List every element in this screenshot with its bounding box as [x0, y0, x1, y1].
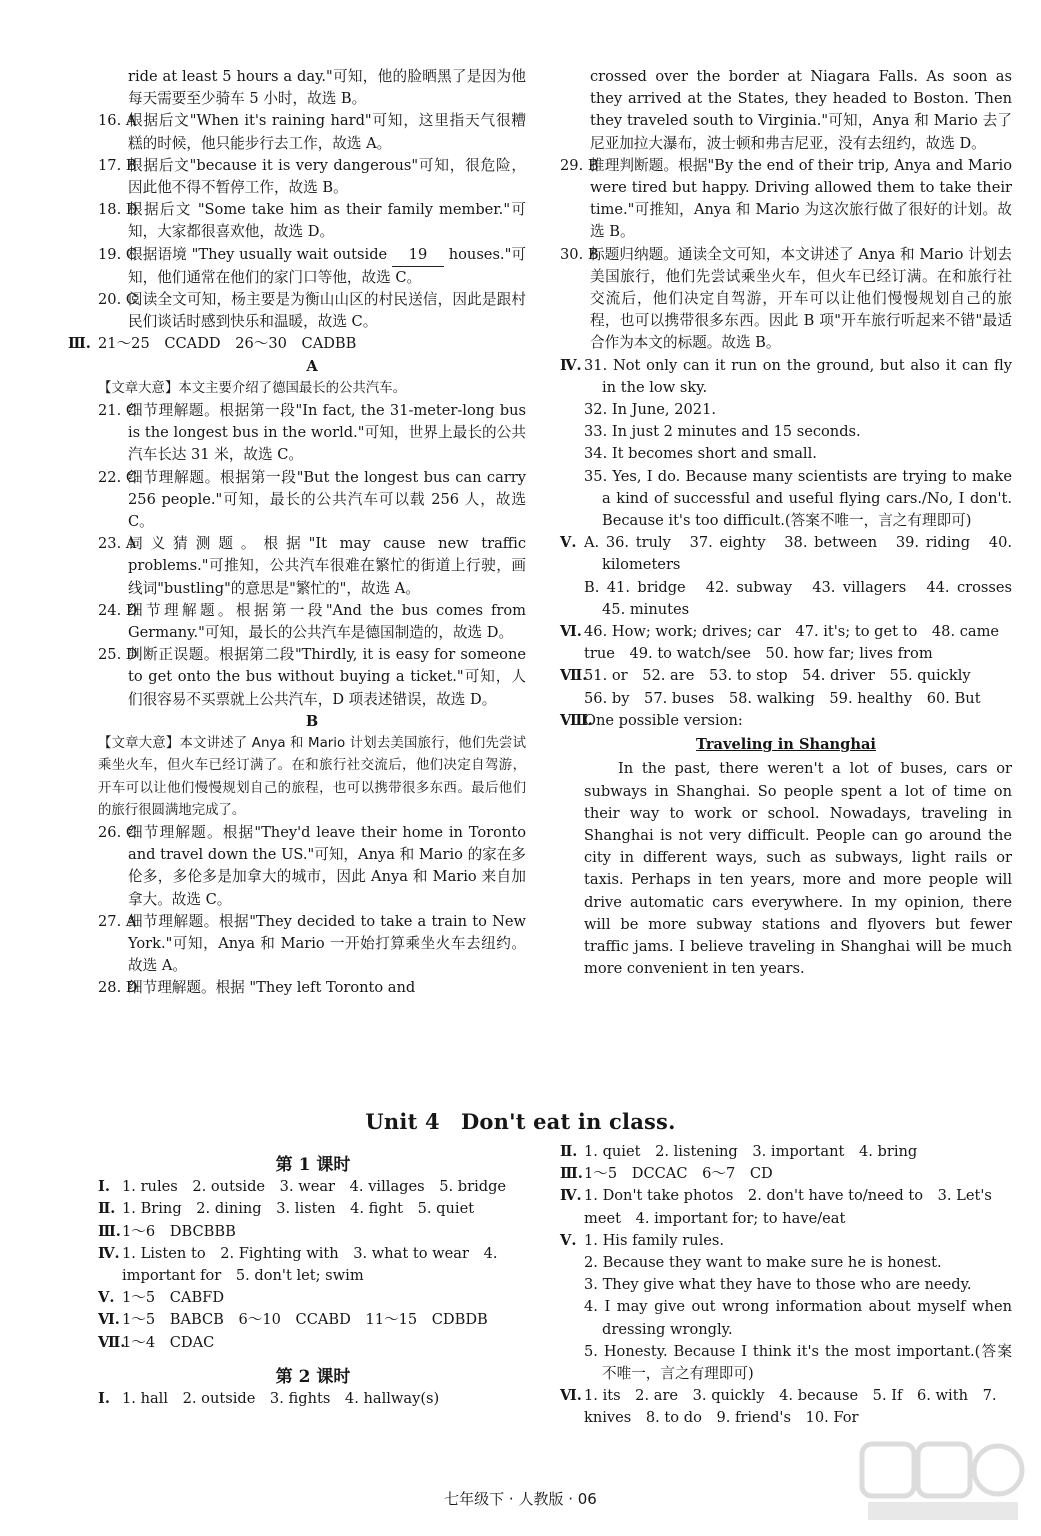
answer-text: 根据后文 "Some take him as their family member."可知，大家都很喜欢他，故选 D。 — [128, 201, 526, 241]
answer-line: 3. They give what they have to those who are needy. — [584, 1276, 972, 1294]
passage-label-b: B — [305, 712, 319, 730]
section-answers: 1. hall 2. outside 3. fights 4. hallway(s) — [122, 1390, 440, 1408]
answer-number: 28. D — [98, 979, 138, 997]
answer-15-continuation: ride at least 5 hours a day."可知，他的脸晒黑了是因为他每天需要至少骑车 5 小时，故选 B。 — [128, 68, 526, 108]
answer-19 — [98, 244, 526, 289]
answer-item — [98, 533, 526, 600]
section-3 — [68, 333, 526, 355]
answer-text: 推理判断题。根据"By the end of their trip, Anya and Mario were tired but happy. Driving allowed them to take their time."可推知，Anya 和 Mario 为这次旅行做了很好的计划。故选 B。 — [590, 156, 1012, 241]
answer-line: 34. It becomes short and small. — [584, 445, 817, 463]
section-4 — [560, 355, 1012, 533]
section-5 — [560, 532, 1027, 621]
lesson-1-title: 第 1 课时 — [275, 1155, 351, 1175]
answer-number: 16. A — [98, 112, 137, 130]
answer-line: 4. I may give out wrong information about myself when dressing wrongly. — [584, 1298, 1012, 1338]
answers-26-28 — [98, 822, 526, 1000]
lesson-2-answers-continued — [560, 1141, 1012, 1230]
answer-row — [560, 1163, 1012, 1185]
section-answers: 1. Don't take photos 2. don't have to/need to 3. Let's meet 4. important for; to have/eat — [584, 1187, 992, 1227]
page-footer: 七年级下 · 人教版 · 06 — [444, 1490, 597, 1508]
section-answers: One possible version: — [584, 711, 743, 729]
answer-text: 细节理解题。根据"They decided to take a train to New York."可知，Anya 和 Mario 一开始打算乘坐火车去纽约。故选 A。 — [128, 912, 526, 975]
answer-text: 细节理解题。根据 "They left Toronto and — [128, 979, 416, 997]
section-number: Ⅰ. — [98, 1390, 110, 1408]
section-number: Ⅴ. — [560, 1231, 577, 1249]
answer-number: 17. B — [98, 156, 137, 174]
section-answers: 1. Listen to 2. Fighting with 3. what to wear 4. important for 5. don't let; swim — [122, 1244, 498, 1285]
section-number: Ⅱ. — [560, 1143, 578, 1160]
lesson-1-answers — [98, 1176, 528, 1354]
answers-21-25 — [98, 400, 526, 711]
section-answers: 1～5 BABCB 6～10 CCABD 11～15 CDBDB — [122, 1311, 488, 1329]
answer-line: 1. His family rules. — [584, 1231, 725, 1249]
answer-row — [560, 1185, 1012, 1229]
answer-number: 24. D — [98, 601, 138, 619]
answer-number: 26. C — [98, 823, 138, 841]
section-number: Ⅴ. — [560, 534, 577, 552]
answer-row — [98, 1287, 528, 1309]
answer-row — [560, 1141, 1012, 1163]
passage-label-a: A — [306, 357, 318, 375]
section-number: Ⅱ. — [98, 1200, 116, 1218]
answer-text: 词义猜测题。根据"It may cause new traffic problems."可推知，公共汽车很难在繁忙的街道上行驶，画线词"bustling"的意思是"繁忙的"，故选 A。 — [128, 535, 526, 597]
left-column — [68, 66, 527, 1000]
section-number: Ⅳ. — [560, 1187, 582, 1205]
section-number: Ⅵ. — [560, 1387, 582, 1405]
answer-row — [98, 1176, 528, 1198]
answer-number: 22. C — [98, 468, 138, 486]
answer-row — [98, 1243, 528, 1287]
answer-text: 根据语境 "They usually wait outside — [128, 245, 388, 263]
answer-line: 5. Honesty. Because I think it's the most important.(答案不唯一，言之有理即可) — [584, 1342, 1012, 1383]
section-answers: 1～5 CABFD — [122, 1289, 225, 1307]
section-answers: 1～5 DCCAC 6～7 CD — [584, 1165, 773, 1183]
section-answers: 21～25 CCADD 26～30 CADBB — [98, 335, 357, 353]
answer-number: 29. B — [560, 156, 599, 174]
answer-item — [98, 600, 526, 644]
answer-text: 细节理解题。根据第一段"But the longest bus can carry 256 people."可知，最长的公共汽车可以载 256 人，故选 C。 — [128, 468, 526, 531]
essay-body: In the past, there weren't a lot of buses, cars or subways in Shanghai. So people spent a lot of time on their way to work or school. Nowadays, traveling in Shanghai is not very difficult. People can go around the city in different ways, such as subways, light rails or taxis. Perhaps in ten years, more and more people will drive automatic cars everywhere. In my opinion, there will be more subway stations and flyovers but fewer traffic jams. I believe traveling in Shanghai will be much more convenient in ten years. — [584, 760, 1012, 978]
answer-item — [98, 155, 526, 199]
answers-16-18 — [98, 110, 526, 243]
section-5-answers — [584, 532, 1027, 621]
section-5-answers — [584, 1230, 1012, 1385]
answer-number: 23. A — [98, 535, 137, 553]
answer-line: 31. Not only can it run on the ground, but also it can fly in the low sky. — [584, 356, 1012, 396]
answer-item — [98, 400, 526, 467]
answer-text: 根据后文"because it is very dangerous"可知，很危险，因此他不得不暂停工作，故选 B。 — [128, 156, 526, 197]
section-answers: 1. quiet 2. listening 3. important 4. bring — [584, 1143, 918, 1160]
answer-number: 18. D — [98, 201, 138, 219]
section-answers: 1～4 CDAC — [122, 1333, 215, 1351]
answer-row — [98, 1198, 528, 1220]
answer-number: 30. B — [560, 245, 599, 263]
watermark-logo — [858, 1440, 1028, 1526]
answer-line: 2. Because they want to make sure he is honest. — [584, 1254, 942, 1272]
lesson-2-answers — [98, 1388, 528, 1410]
answers-29-30 — [560, 155, 1012, 355]
right-column — [560, 66, 1027, 980]
answer-item — [98, 822, 526, 911]
section-7 — [560, 665, 1012, 709]
summary-b: 【文章大意】本文讲述了 Anya 和 Mario 计划去美国旅行，他们先尝试乘坐火车，但火车已经订满了。在和旅行社交流后，他们决定自驾游，开车可以让他们慢慢规划自己的旅程，也可以携带很多东西。最后他们的旅行很圆满地完成了。 — [98, 736, 526, 818]
section-number: Ⅴ. — [98, 1289, 115, 1307]
answer-item — [560, 155, 1012, 244]
section-number: Ⅵ. — [560, 623, 582, 641]
answer-number: 25. D — [98, 646, 138, 664]
answer-text: 根据后文"When it's raining hard"可知，这里指天气很糟糕的时候，他只能步行去工作，故选 A。 — [128, 112, 526, 152]
answer-number: 19. C — [98, 245, 138, 263]
answer-item — [98, 977, 526, 999]
essay-title: Traveling in Shanghai — [696, 736, 876, 754]
answer-text: 细节理解题。根据第一段"And the bus comes from Germany."可知，最长的公共汽车是德国制造的，故选 D。 — [128, 601, 526, 642]
section-answers: 1. rules 2. outside 3. wear 4. villages 5. bridge — [122, 1178, 507, 1196]
answer-item — [98, 199, 526, 243]
section-number: Ⅶ. — [98, 1333, 126, 1351]
section-5 — [560, 1230, 1012, 1385]
section-answers: 1. its 2. are 3. quickly 4. because 5. If 6. with 7. knives 8. to do 9. friend's 10. For — [584, 1387, 997, 1427]
answer-28-continuation: crossed over the border at Niagara Falls. As soon as they arrived at the States, they headed to Boston. Then they traveled south to Virginia."可知，Anya 和 Mario 去了尼亚加拉大瀑布，波士顿和弗吉尼亚，没有去纽约，故选 D。 — [590, 68, 1012, 152]
answer-text: 判断正误题。根据第二段"Thirdly, it is easy for someone to get onto the bus without buying a ticket."可知，人们很容易不买票就上公共汽车，D 项表述错误，故选 D。 — [128, 646, 526, 708]
answer-20 — [98, 289, 526, 333]
section-number: Ⅶ. — [560, 667, 588, 685]
answer-text: 细节理解题。根据第一段"In fact, the 31-meter-long bus is the longest bus in the world."可知，世界上最长的公共汽车长达 31 米，故选 C。 — [128, 402, 526, 464]
section-number: Ⅲ. — [98, 1222, 121, 1240]
section-6 — [560, 1385, 1012, 1429]
answer-item — [98, 911, 526, 978]
answer-text: houses."可知，他们通常在他们的家门口等他，故选 C。 — [128, 245, 527, 286]
section-number: Ⅳ. — [560, 356, 582, 374]
section-answers: 46. How; work; drives; car 47. it's; to get to 48. came true 49. to watch/see 50. how far; lives from — [584, 623, 1000, 663]
section-number: Ⅳ. — [98, 1244, 120, 1262]
answer-row — [98, 1309, 528, 1331]
answer-item — [560, 244, 1012, 355]
summary-a: 【文章大意】本文主要介绍了德国最长的公共汽车。 — [98, 380, 406, 396]
section-8 — [560, 710, 1012, 732]
section-answers: 1. Bring 2. dining 3. listen 4. fight 5. quiet — [122, 1200, 475, 1218]
section-number: Ⅲ. — [560, 1165, 583, 1183]
unit-title: Unit 4 Don't eat in class. — [365, 1109, 676, 1134]
answer-number: 21. C — [98, 402, 138, 420]
section-number: Ⅲ. — [68, 335, 91, 353]
answer-row — [98, 1332, 528, 1354]
answer-text: 阅读全文可知，杨主要是为衡山山区的村民送信，因此是跟村民们谈话时感到快乐和温暖，故选 C。 — [128, 291, 526, 331]
section-number: Ⅵ. — [98, 1311, 120, 1329]
answer-number: 20. C — [98, 291, 138, 309]
answer-item — [98, 110, 526, 154]
section-number: Ⅷ. — [560, 711, 593, 729]
answer-line: 32. In June, 2021. — [584, 401, 716, 419]
answer-text: 标题归纳题。通读全文可知，本文讲述了 Anya 和 Mario 计划去美国旅行，他们先尝试乘坐火车，但火车已经订满。在和旅行社交流后，他们决定自驾游，开车可以让他们慢慢规划自己的旅程，也可以携带很多东西。因此 B 项"开车旅行听起来不错"最适合作为本文的标题。故选 B。 — [590, 245, 1012, 352]
answer-line: 35. Yes, I do. Because many scientists are trying to make a kind of successful and useful flying cars./No, I don't. Because it's too difficult.(答案不唯一，言之有理即可) — [584, 467, 1012, 530]
answer-item — [98, 467, 526, 534]
section-answers: 1～6 DBCBBB — [122, 1222, 236, 1240]
section-number: Ⅰ. — [98, 1178, 110, 1196]
section-6 — [560, 621, 1012, 665]
answer-line: 51. or 52. are 53. to stop 54. driver 55. quickly — [584, 667, 971, 685]
lesson-2-title: 第 2 课时 — [275, 1366, 351, 1387]
section-7-answers — [584, 665, 1012, 709]
answer-row — [98, 1221, 528, 1243]
answer-number: 27. A — [98, 912, 137, 930]
answer-line: 56. by 57. buses 58. walking 59. healthy 60. But — [584, 689, 981, 707]
blank-line: 19 — [392, 244, 444, 267]
answer-line: B. 41. bridge 42. subway 43. villagers 44. crosses 45. minutes — [584, 578, 1027, 618]
section-4-answers — [584, 355, 1012, 533]
answer-line: A. 36. truly 37. eighty 38. between 39. riding 40. kilometers — [584, 534, 1012, 574]
bottom-right-column — [560, 1141, 1012, 1430]
answer-item — [98, 644, 526, 711]
answer-line: 33. In just 2 minutes and 15 seconds. — [584, 423, 861, 441]
answer-text: 细节理解题。根据"They'd leave their home in Toronto and travel down the US."可知，Anya 和 Mario 的家在多伦多，多伦多是加拿大的城市，因此 Anya 和 Mario 来自加拿大。故选 C。 — [128, 823, 526, 908]
answer-row — [98, 1388, 528, 1410]
bottom-left-column — [98, 1154, 528, 1410]
